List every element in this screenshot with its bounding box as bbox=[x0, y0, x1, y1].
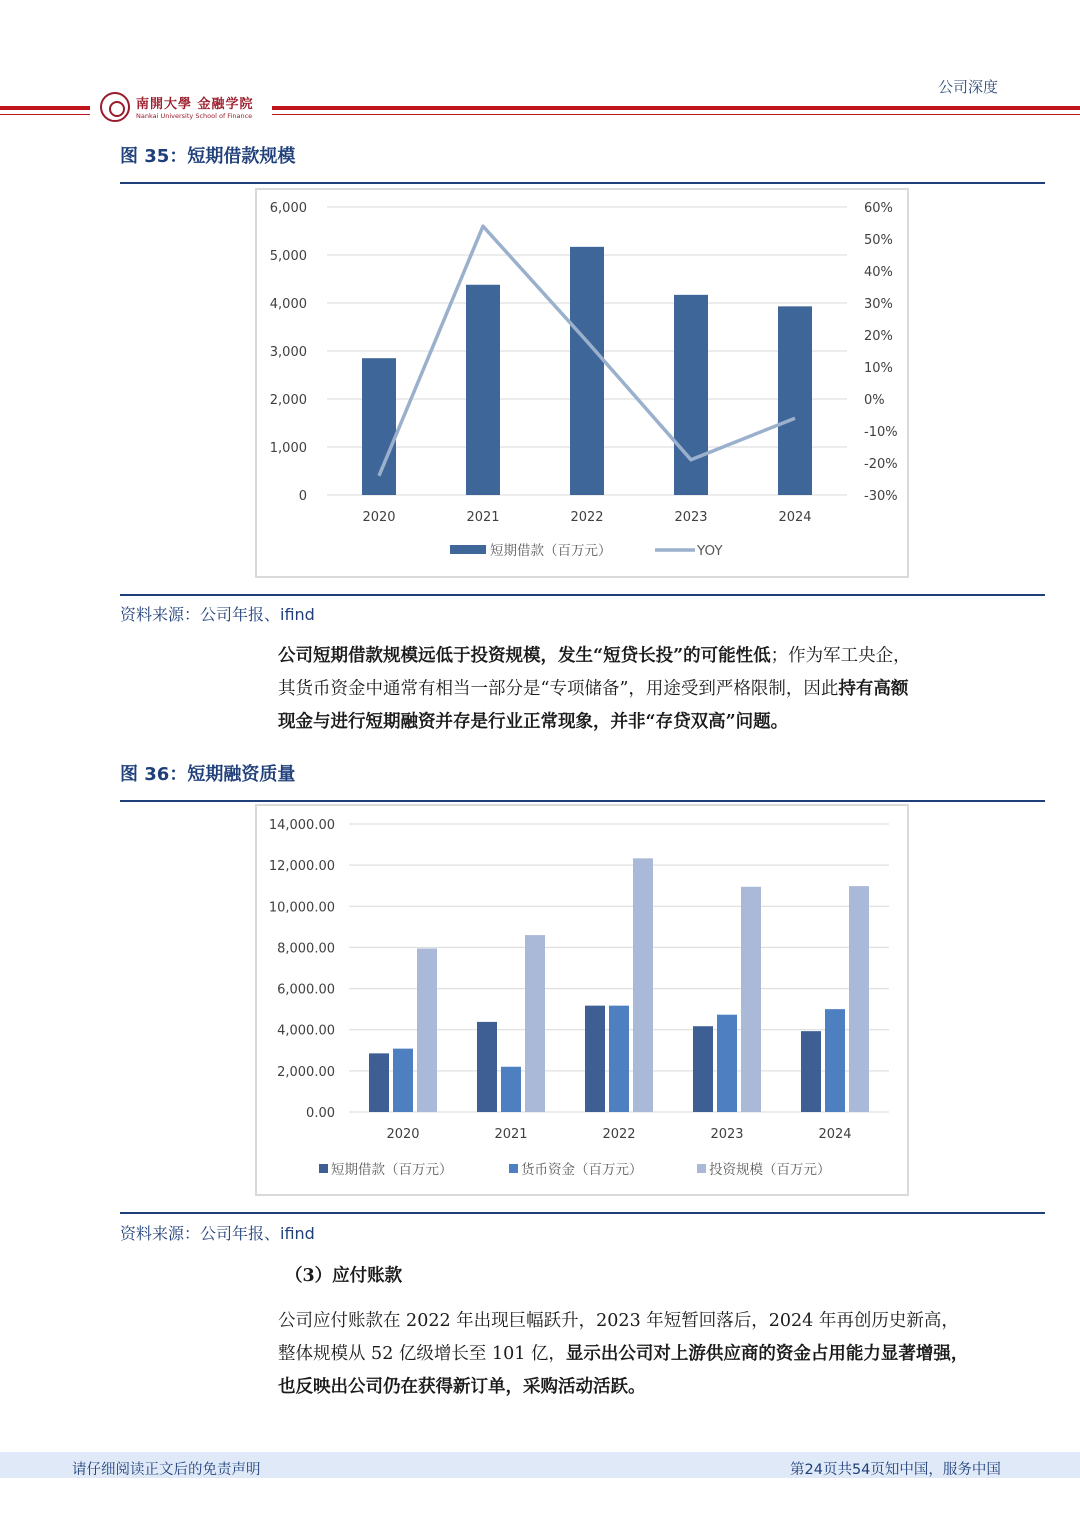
header-section-label: 公司深度 bbox=[938, 78, 999, 96]
bar-series-3 bbox=[417, 948, 437, 1112]
figure35-source: 资料来源：公司年报、ifind bbox=[120, 605, 315, 624]
y-left-tick-label: 5,000 bbox=[269, 249, 307, 264]
y-right-tick-label: -10% bbox=[864, 425, 898, 440]
y-left-tick-label: 0 bbox=[298, 489, 307, 504]
bar-series-1 bbox=[369, 1053, 389, 1112]
figure36-chart bbox=[257, 806, 907, 1194]
x-tick-label: 2023 bbox=[674, 510, 708, 525]
logo-text-cn: 南開大學 金融学院 bbox=[136, 97, 254, 112]
footer-disclaimer: 请仔细阅读正文后的免责声明 bbox=[72, 1462, 261, 1478]
figure35-top-rule bbox=[120, 182, 1045, 184]
bar-series-1 bbox=[585, 1006, 605, 1112]
bar-series-3 bbox=[741, 887, 761, 1112]
legend-label-series-3: 投资规模（百万元） bbox=[709, 1162, 831, 1178]
y-right-tick-label: 0% bbox=[864, 393, 885, 408]
bar-series-3 bbox=[525, 935, 545, 1112]
y-right-tick-label: -20% bbox=[864, 457, 898, 472]
paragraph1-line-1: 公司短期借款规模远低于投资规模，发生“短贷长投”的可能性低；作为军工央企， bbox=[278, 646, 911, 666]
figure35-title: 图 35：短期借款规模 bbox=[120, 146, 296, 167]
x-tick-label: 2021 bbox=[494, 1127, 528, 1142]
figure35-chart-frame bbox=[255, 188, 909, 578]
bar-short-term-loan bbox=[778, 306, 812, 495]
paragraph1-line-2: 其货币资金中通常有相当一部分是“专项储备”，用途受到严格限制，因此持有高额 bbox=[278, 679, 909, 699]
x-tick-label: 2024 bbox=[778, 510, 812, 525]
y-right-tick-label: 30% bbox=[864, 297, 893, 312]
y-tick-label: 0.00 bbox=[306, 1106, 335, 1121]
y-right-tick-label: 10% bbox=[864, 361, 893, 376]
paragraph1-line-3: 现金与进行短期融资并存是行业正常现象，并非“存贷双高”问题。 bbox=[278, 712, 789, 732]
bar-short-term-loan bbox=[570, 247, 604, 495]
header-red-thin-left bbox=[0, 114, 90, 115]
legend-swatch-series-2 bbox=[509, 1164, 518, 1173]
y-tick-label: 10,000.00 bbox=[268, 900, 335, 916]
footer-page-info: 第24页共54页知中国，服务中国 bbox=[790, 1462, 1001, 1478]
y-tick-label: 4,000.00 bbox=[277, 1023, 335, 1039]
figure36-title: 图 36：短期融资质量 bbox=[120, 764, 296, 785]
section3-line-3: 也反映出公司仍在获得新订单，采购活动活跃。 bbox=[278, 1377, 646, 1397]
bar-series-2 bbox=[609, 1006, 629, 1112]
university-seal-icon bbox=[100, 92, 130, 122]
logo-text-en: Nankai University School of Finance bbox=[136, 112, 253, 120]
paragraph-short-term-debt bbox=[278, 640, 1003, 739]
section3-line-2: 整体规模从 52 亿级增长至 101 亿，显示出公司对上游供应商的资金占用能力显著增强， bbox=[278, 1344, 969, 1364]
y-tick-label: 14,000.00 bbox=[268, 818, 335, 833]
y-tick-label: 6,000.00 bbox=[277, 982, 335, 998]
x-tick-label: 2022 bbox=[570, 510, 604, 525]
y-left-tick-label: 6,000 bbox=[269, 201, 307, 216]
figure36-source: 资料来源：公司年报、ifind bbox=[120, 1224, 315, 1243]
figure35-chart bbox=[257, 190, 907, 576]
legend-label-series-1: 短期借款（百万元） bbox=[331, 1162, 453, 1178]
x-tick-label: 2020 bbox=[386, 1127, 420, 1142]
nankai-logo bbox=[100, 92, 270, 126]
bar-series-2 bbox=[501, 1067, 521, 1112]
section3-line-1: 公司应付账款在 2022 年出现巨幅跃升，2023 年短暂回落后，2024 年再创历史新高， bbox=[278, 1311, 959, 1331]
header-red-bar-right bbox=[272, 106, 1080, 110]
bar-series-1 bbox=[477, 1022, 497, 1112]
header-red-thin-right bbox=[272, 114, 1080, 115]
bar-series-3 bbox=[849, 886, 869, 1112]
x-tick-label: 2023 bbox=[710, 1127, 744, 1142]
bar-series-3 bbox=[633, 858, 653, 1112]
y-right-tick-label: -30% bbox=[864, 489, 898, 504]
y-tick-label: 12,000.00 bbox=[268, 859, 335, 875]
paragraph-accounts-payable bbox=[278, 1305, 1003, 1404]
y-left-tick-label: 3,000 bbox=[269, 345, 307, 360]
bar-series-1 bbox=[693, 1026, 713, 1112]
section3-heading: （3）应付账款 bbox=[285, 1266, 403, 1286]
figure35-bottom-rule bbox=[120, 594, 1045, 596]
x-tick-label: 2021 bbox=[466, 510, 500, 525]
y-tick-label: 2,000.00 bbox=[277, 1064, 335, 1080]
figure36-bottom-rule bbox=[120, 1212, 1045, 1214]
y-tick-label: 8,000.00 bbox=[277, 941, 335, 957]
x-tick-label: 2024 bbox=[818, 1127, 852, 1142]
bar-series-1 bbox=[801, 1031, 821, 1112]
figure36-chart-frame bbox=[255, 804, 909, 1196]
bar-short-term-loan bbox=[466, 285, 500, 495]
paragraph1-line-1-bold: 公司短期借款规模远低于投资规模，发生“短贷长投”的可能性低 bbox=[278, 646, 771, 666]
y-left-tick-label: 2,000 bbox=[269, 393, 307, 408]
bar-series-2 bbox=[393, 1049, 413, 1112]
bar-series-2 bbox=[825, 1009, 845, 1112]
x-tick-label: 2022 bbox=[602, 1127, 636, 1142]
legend-swatch-series-1 bbox=[319, 1164, 328, 1173]
bar-short-term-loan bbox=[674, 295, 708, 495]
y-left-tick-label: 4,000 bbox=[269, 297, 307, 312]
legend-swatch-series-3 bbox=[697, 1164, 706, 1173]
header-red-bar-left bbox=[0, 106, 90, 110]
y-right-tick-label: 50% bbox=[864, 233, 893, 248]
figure36-top-rule bbox=[120, 800, 1045, 802]
bar-series-2 bbox=[717, 1015, 737, 1112]
legend-label-yoy: YOY bbox=[697, 543, 723, 559]
legend-label-series-2: 货币资金（百万元） bbox=[521, 1162, 643, 1178]
legend-label-short-term-loan: 短期借款（百万元） bbox=[490, 543, 612, 559]
x-tick-label: 2020 bbox=[362, 510, 396, 525]
y-left-tick-label: 1,000 bbox=[269, 441, 307, 456]
y-right-tick-label: 40% bbox=[864, 265, 893, 280]
y-right-tick-label: 20% bbox=[864, 329, 893, 344]
y-right-tick-label: 60% bbox=[864, 201, 893, 216]
legend-swatch-short-term-loan bbox=[450, 545, 486, 554]
